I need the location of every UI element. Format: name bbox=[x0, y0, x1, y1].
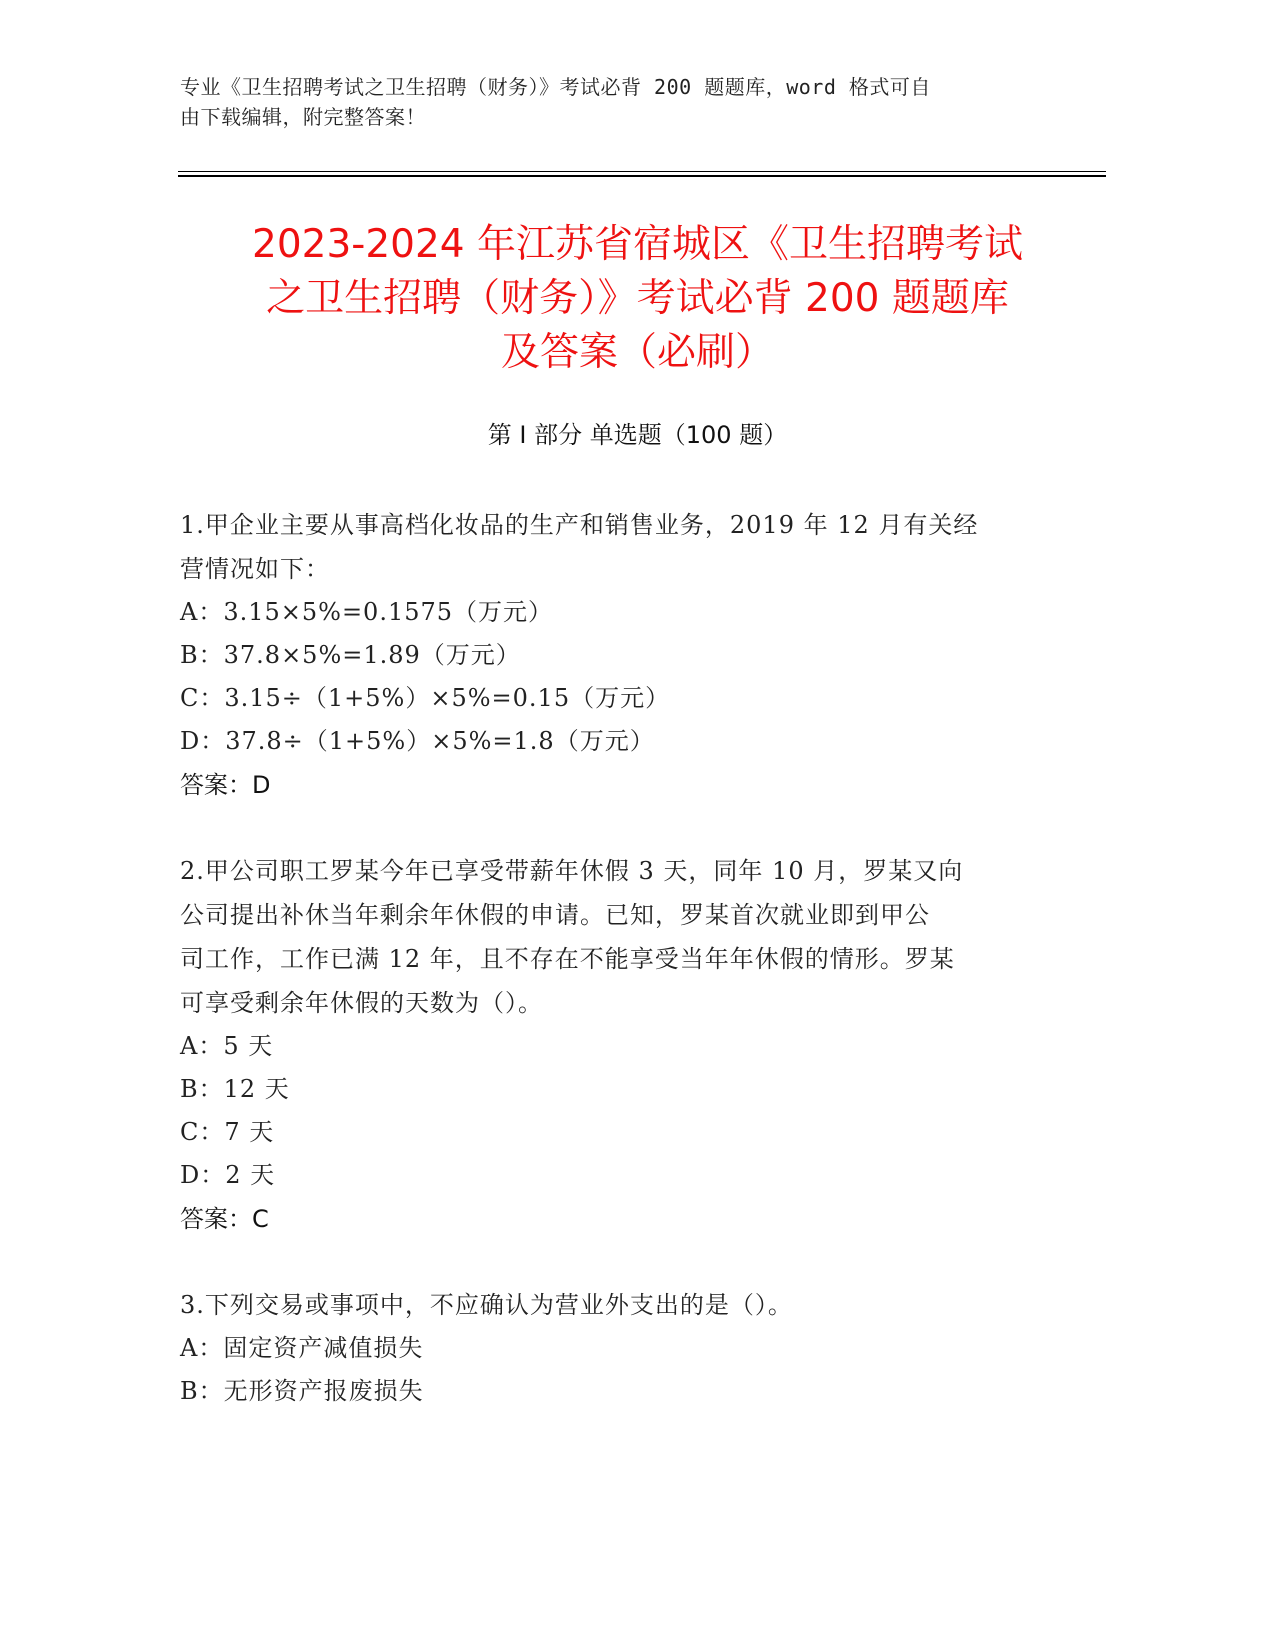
option-b: B：12 天 bbox=[180, 1075, 290, 1103]
question-stem-line: 公司提出补休当年剩余年休假的申请。已知，罗某首次就业即到甲公 bbox=[180, 901, 930, 929]
title-line-1: 2023-2024 年江苏省宿城区《卫生招聘考试 bbox=[252, 222, 1023, 267]
question-stem-line: 可享受剩余年休假的天数为（）。 bbox=[180, 989, 543, 1017]
answer-line: 答案：D bbox=[180, 771, 271, 799]
question-list bbox=[180, 503, 1050, 1455]
section-heading: 第 I 部分 单选题（100 题） bbox=[487, 421, 788, 449]
option-b: B：37.8×5%=1.89（万元） bbox=[180, 641, 521, 669]
header-note-line-1: 专业《卫生招聘考试之卫生招聘（财务）》考试必背 200 题题库，word 格式可自 bbox=[180, 75, 931, 99]
option-a: A：固定资产减值损失 bbox=[180, 1334, 424, 1362]
document-title bbox=[150, 218, 1125, 380]
question-3 bbox=[180, 1283, 1050, 1413]
option-d: D：37.8÷（1+5%）×5%=1.8（万元） bbox=[180, 727, 655, 755]
question-2 bbox=[180, 849, 1050, 1241]
title-line-3: 及答案（必刷） bbox=[500, 330, 774, 375]
question-stem-line: 3.下列交易或事项中，不应确认为营业外支出的是（）。 bbox=[180, 1291, 793, 1319]
question-1 bbox=[180, 503, 1050, 807]
option-a: A：3.15×5%=0.1575（万元） bbox=[180, 598, 554, 626]
question-stem-line: 营情况如下： bbox=[180, 555, 330, 583]
option-b: B：无形资产报废损失 bbox=[180, 1377, 424, 1405]
question-stem-line: 1.甲企业主要从事高档化妆品的生产和销售业务，2019 年 12 月有关经 bbox=[180, 511, 979, 539]
header-divider-thick bbox=[178, 175, 1106, 177]
option-c: C：7 天 bbox=[180, 1118, 275, 1146]
option-c: C：3.15÷（1+5%）×5%=0.15（万元） bbox=[180, 684, 671, 712]
header-divider-thin bbox=[178, 171, 1106, 172]
option-a: A：5 天 bbox=[180, 1032, 274, 1060]
header-note bbox=[180, 72, 1060, 132]
title-line-2: 之卫生招聘（财务）》考试必背 200 题题库 bbox=[266, 276, 1009, 321]
question-stem-line: 司工作，工作已满 12 年，且不存在不能享受当年年休假的情形。罗某 bbox=[180, 945, 955, 973]
option-d: D：2 天 bbox=[180, 1161, 276, 1189]
question-stem-line: 2.甲公司职工罗某今年已享受带薪年休假 3 天，同年 10 月，罗某又向 bbox=[180, 857, 964, 885]
header-note-line-2: 由下载编辑，附完整答案！ bbox=[180, 105, 426, 129]
answer-line: 答案：C bbox=[180, 1205, 269, 1233]
